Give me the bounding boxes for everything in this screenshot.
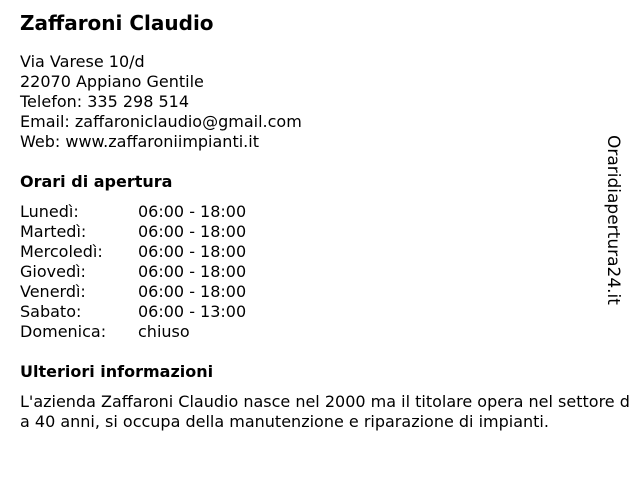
day-label: Sabato: <box>20 302 82 321</box>
time-value: 06:00 - 18:00 <box>138 242 247 261</box>
contact-block <box>20 52 600 152</box>
info-description: L'azienda Zaffaroni Claudio nasce nel 2000 ma il titolare opera nel settore da 40 anni, si occupa della manutenzione e riparazione di impianti. <box>20 392 630 431</box>
phone-line: Telefon: 335 298 514 <box>20 92 190 111</box>
day-label: Lunedì: <box>20 202 79 221</box>
business-name: Zaffaroni Claudio <box>20 11 214 35</box>
email-line: Email: zaffaroniclaudio@gmail.com <box>20 112 302 131</box>
hours-row <box>20 202 600 222</box>
hours-row <box>20 322 600 342</box>
time-value: 06:00 - 18:00 <box>138 202 247 221</box>
hours-row <box>20 222 600 242</box>
time-value: chiuso <box>138 322 190 341</box>
time-value: 06:00 - 18:00 <box>138 282 247 301</box>
hours-row <box>20 242 600 262</box>
hours-table <box>20 202 600 342</box>
city-line: 22070 Appiano Gentile <box>20 72 204 91</box>
hours-row <box>20 302 600 322</box>
address-line: Via Varese 10/d <box>20 52 145 71</box>
hours-row <box>20 282 600 302</box>
hours-row <box>20 262 600 282</box>
day-label: Venerdì: <box>20 282 86 301</box>
time-value: 06:00 - 13:00 <box>138 302 247 321</box>
info-title: Ulteriori informazioni <box>20 362 214 381</box>
day-label: Martedì: <box>20 222 87 241</box>
time-value: 06:00 - 18:00 <box>138 222 247 241</box>
web-line: Web: www.zaffaroniimpianti.it <box>20 132 259 151</box>
site-watermark: Oraridiapertura24.it <box>603 135 623 305</box>
day-label: Domenica: <box>20 322 107 341</box>
day-label: Giovedì: <box>20 262 86 281</box>
hours-title: Orari di apertura <box>20 172 173 191</box>
time-value: 06:00 - 18:00 <box>138 262 247 281</box>
day-label: Mercoledì: <box>20 242 103 261</box>
